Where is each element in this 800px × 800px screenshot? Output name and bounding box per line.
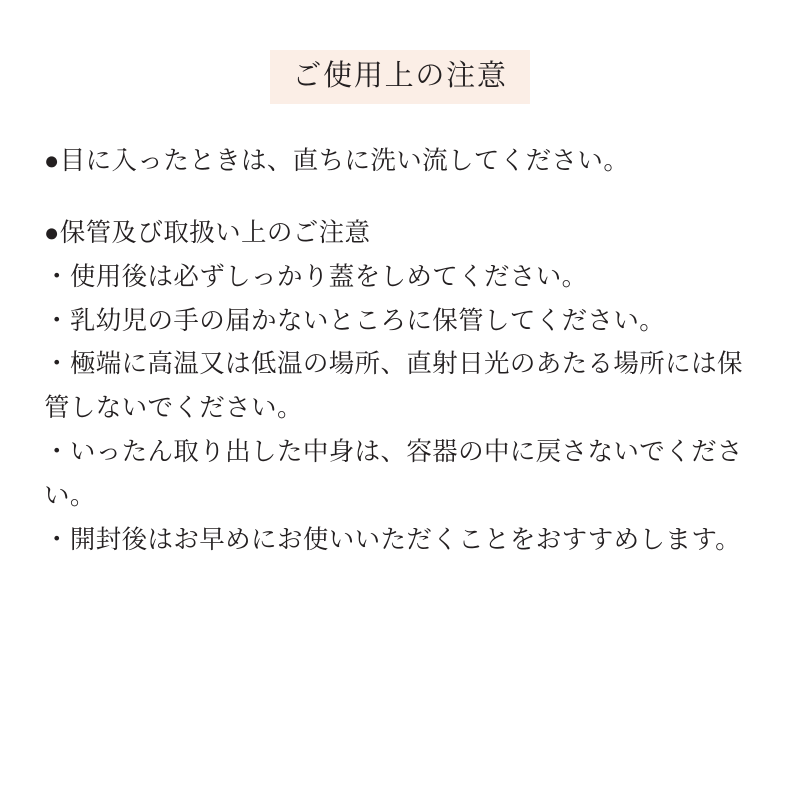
paragraph-eye-contact-notice: ●目に入ったときは、直ちに洗い流してください。 <box>44 147 630 175</box>
paragraph-keep-away-from-children-item: ・乳幼児の手の届かないところに保管してください。 <box>44 306 666 335</box>
paragraph-use-soon-after-opening-item: ・開封後はお早めにお使いいただくことをおすすめします。 <box>44 525 742 554</box>
paragraph-close-cap-item: ・使用後は必ずしっかり蓋をしめてください。 <box>44 262 588 291</box>
precautions-body <box>44 140 760 563</box>
paragraph-do-not-return-contents-item: ・いったん取り出した中身は、容器の中に戻さないでください。 <box>44 438 743 511</box>
paragraph-storage-handling-heading: ●保管及び取扱い上のご注意 <box>44 218 371 247</box>
paragraph-temperature-sunlight-item: ・極端に高温又は低温の場所、直射日光のあたる場所には保管しないでください。 <box>44 350 743 423</box>
page-title: ご使用上の注意 <box>270 50 529 104</box>
page-title-container <box>0 50 800 104</box>
